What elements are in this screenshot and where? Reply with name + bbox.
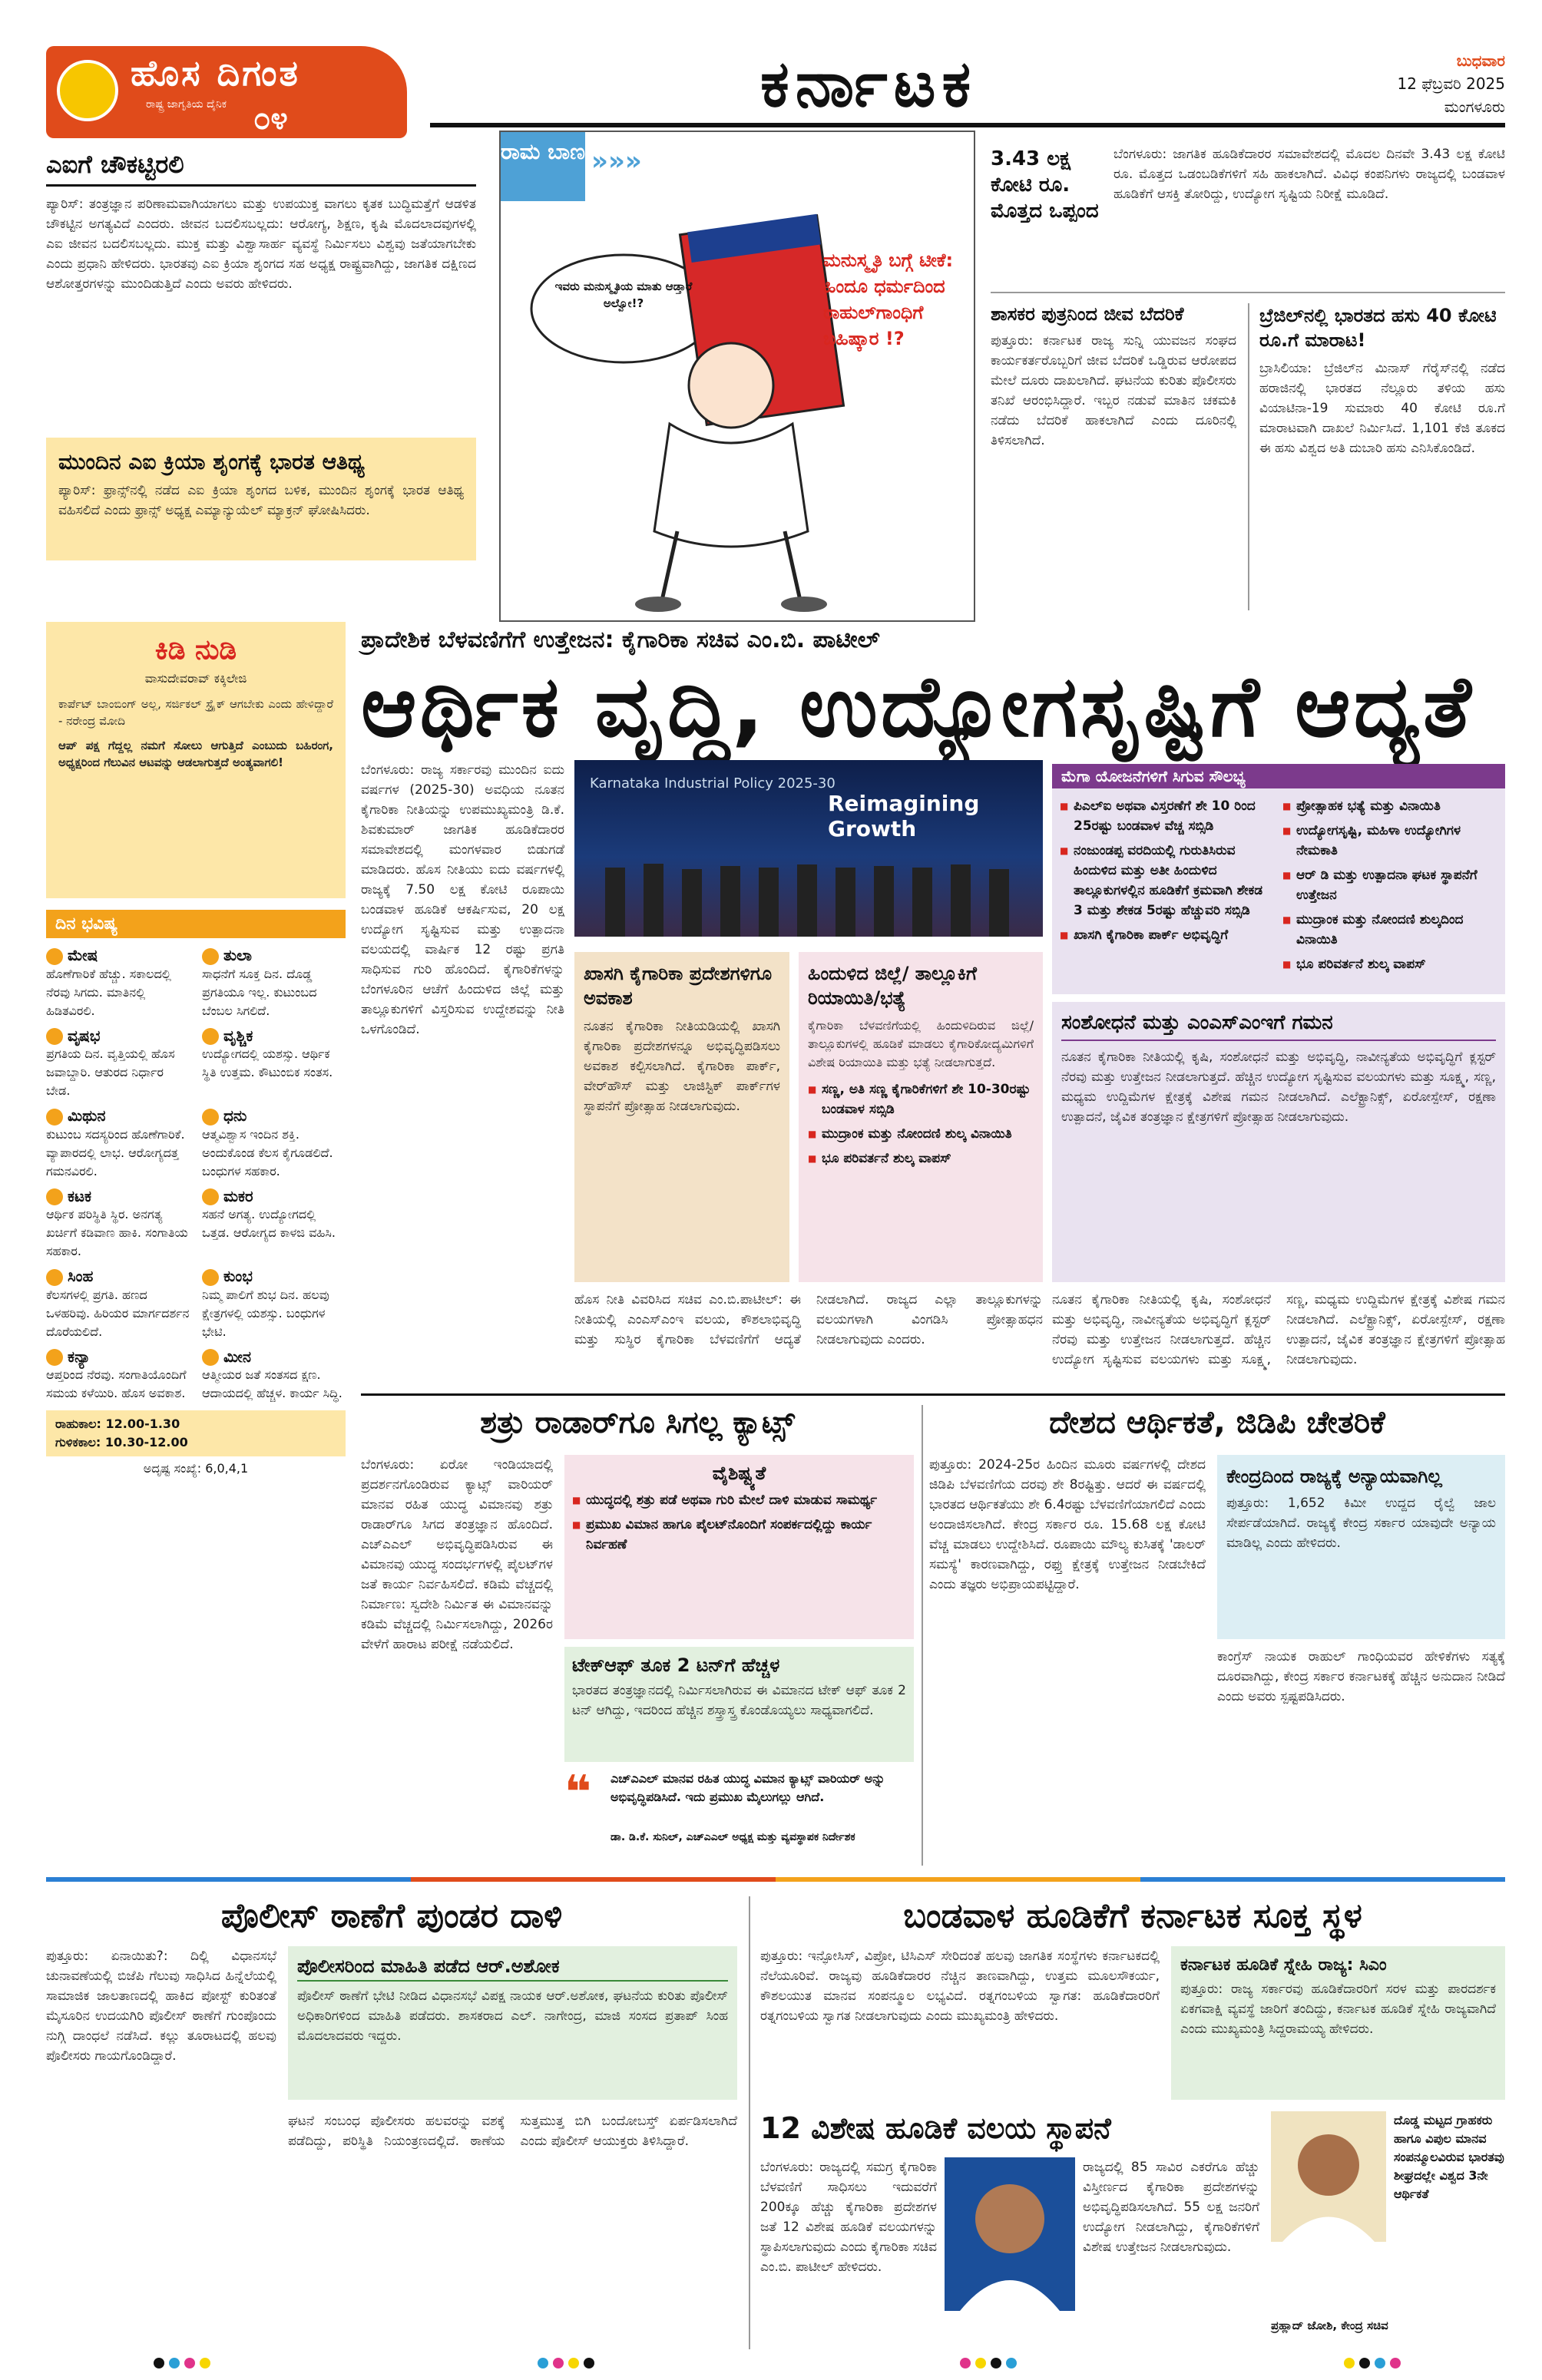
sign-name: ಕುಂಭ [202,1267,346,1286]
mla-article [991,303,1236,630]
cartoon-caption: ಮನುಸ್ಮೃತಿ ಬಗ್ಗೆ ಟೀಕೆ: ಹಿಂದೂ ಧರ್ಮದಿಂದ ರಾಹುಲ್‌ಗಾಂಧಿಗೆ ಬಹಿಷ್ಕಾರ !? [823,250,954,349]
sign-name: ತುಲಾ [202,946,346,965]
police-body: ಪುತ್ತೂರು: ಏನಾಯಿತು?: ದಿಲ್ಲಿ ವಿಧಾನಸಭೆ ಚುನಾವಣೆಯಲ್ಲಿ ಬಿಜೆಪಿ ಗೆಲುವು ಸಾಧಿಸಿದ ಹಿನ್ನೆಲೆಯಲ್ಲಿ ಸಾಮಾಜಿಕ ಜಾಲತಾಣದಲ್ಲಿ ಹಾಕಿದ ಪೋಸ್ಟ್ ಕುರಿತಂತೆ ಮೈಸೂರಿನ ಉದಯಗಿರಿ ಪೊಲೀಸ್ ಠಾಣೆಗೆ ಗುಂಪೊಂದು ನುಗ್ಗಿ ದಾಂಧಲೆ ನಡೆಸಿದೆ. ಕಲ್ಲು ತೂರಾಟದಲ್ಲಿ ಹಲವು ಪೊಲೀಸರು ಗಾಯಗೊಂಡಿದ್ದಾರೆ. [46,1949,276,2064]
mega-title: ಮೆಗಾ ಯೋಜನೆಗಳಿಗೆ ಸಿಗುವ ಸೌಲಭ್ಯ [1052,764,1505,788]
lead-headline: ಆರ್ಥಿಕ ವೃದ್ಧಿ, ಉದ್ಯೋಗಸೃಷ್ಟಿಗೆ ಆದ್ಯತೆ [361,657,1474,755]
private-title: ಖಾಸಗಿ ಕೈಗಾರಿಕಾ ಪ್ರದೇಶಗಳಿಗೂ ಅವಕಾಶ [584,963,773,1009]
registration-dots-icon [538,2357,599,2372]
sign-text: ಹೊಣೆಗಾರಿಕೆ ಹೆಚ್ಚು. ಸಕಾಲದಲ್ಲಿ ನೆರವು ಸಿಗದು. ಮಾತಿನಲ್ಲಿ ಹಿಡಿತವಿರಲಿ. [46,966,171,1018]
radar-body: ಬೆಂಗಳೂರು: ಏರೋ ಇಂಡಿಯಾದಲ್ಲಿ ಪ್ರದರ್ಶನಗೊಂಡಿರುವ ಕ್ಯಾಟ್ಸ್ ವಾರಿಯರ್ ಮಾನವ ರಹಿತ ಯುದ್ಧ ವಿಮಾನವು ಶತ್ರು ರಾಡಾರ್‌ಗೂ ಸಿಗದ ತಂತ್ರಜ್ಞಾನ ಹೊಂದಿದೆ. ಎಚ್‌ಎಎಲ್ ಅಭಿವೃದ್ಧಿಪಡಿಸಿರುವ ಈ ವಿಮಾನವು ಯುದ್ಧ ಸಂದರ್ಭಗಳಲ್ಲಿ ಪೈಲಟ್‌ಗಳ ಜತೆ ಕಾರ್ಯ ನಿರ್ವಹಿಸಲಿದೆ. ಕಡಿಮೆ ವೆಚ್ಚದಲ್ಲಿ ನಿರ್ಮಾಣ: ಸ್ವದೇಶಿ ನಿರ್ಮಿತ ಈ ವಿಮಾನವನ್ನು ಕಡಿಮೆ ವೆಚ್ಚದಲ್ಲಿ ನಿರ್ಮಿಸಲಾಗಿದ್ದು, 2026ರ ವೇಳೆಗೆ ಹಾರಾಟ ಪರೀಕ್ಷೆ ನಡೆಯಲಿದೆ. [361,1457,553,1652]
horoscope-sign [46,1187,190,1261]
registration-dots-icon [960,2357,1021,2372]
police-box [288,1946,737,2100]
research-box [1052,1002,1505,1282]
horoscope-sign [202,1106,346,1181]
zodiac-icon [202,1349,219,1366]
page-number: ೦೪ [253,101,288,137]
sign-name: ಮೀನ [202,1347,346,1367]
zones-quote-by: ಪ್ರಹ್ಲಾದ್ ಜೋಶಿ, ಕೇಂದ್ರ ಸಚಿವ [1271,2319,1388,2332]
kar-invest-box [1171,1946,1505,2100]
ai-article [46,150,476,463]
private-industry-box [574,952,789,1282]
cartoon-speech: ಇವರು ಮನುಸ್ಮೃತಿಯ ಮಾತು ಆಡ್ತಾರೆ ಅಲ್ವೋ!? [554,279,693,310]
lead-photo [574,760,1043,937]
stage-people-icon [574,852,1043,937]
kidi-nudi-box [46,622,346,898]
research-body: ನೂತನ ಕೈಗಾರಿಕಾ ನೀತಿಯಲ್ಲಿ ಕೃಷಿ, ಸಂಶೋಧನೆ ಮತ್ತು ಅಭಿವೃದ್ಧಿ, ನಾವೀನ್ಯತೆಯ ಅಭಿವೃದ್ಧಿಗೆ ಕ್ಲಸ್ಟರ್ ನೆರವು ಮತ್ತು ಉತ್ತೇಜನ ನೀಡಲಾಗುತ್ತದೆ. ಹೆಚ್ಚಿನ ಉದ್ಯೋಗ ಸೃಷ್ಟಿಸುವ ವಲಯಗಳು ಮತ್ತು ಸೂಕ್ಷ್ಮ, ಸಣ್ಣ, ಮಧ್ಯಮ ಉದ್ದಿಮೆಗಳ ಕ್ಷೇತ್ರಕ್ಕೆ ವಿಶೇಷ ಗಮನ ನೀಡಲಾಗಿದೆ. ಎಲೆಕ್ಟ್ರಾನಿಕ್ಸ್, ಏರೋಸ್ಪೇಸ್, ರಕ್ಷಣಾ ಉತ್ಪಾದನೆ, ಜೈವಿಕ ತಂತ್ರಜ್ಞಾನ ಕ್ಷೇತ್ರಗಳಿಗೆ ಪ್ರೋತ್ಸಾಹ ನೀಡಲಾಗುವುದು. [1061,1050,1496,1125]
minister-photo [945,2157,1075,2311]
features-list [572,1490,906,1555]
person-portrait-icon [945,2157,1075,2311]
ai-summit-body: ಪ್ಯಾರಿಸ್: ಫ್ರಾನ್ಸ್‌ನಲ್ಲಿ ನಡೆದ ಎಐ ಕ್ರಿಯಾ ಶೃಂಗದ ಬಳಿಕ, ಮುಂದಿನ ಶೃಂಗಕ್ಕೆ ಭಾರತ ಆತಿಥ್ಯ ವಹಿಸಲಿದೆ ಎಂದು ಫ್ರಾನ್ಸ್ ಅಧ್ಯಕ್ಷ ಎಮ್ಯಾನ್ಯುಯೆಲ್ ಮ್ಯಾಕ್ರನ್ ಘೋಷಿಸಿದರು. [58,483,464,518]
rahu-kaala: ರಾಹುಕಾಲ: 12.00-1.30 [55,1416,180,1431]
zodiac-icon [202,948,219,965]
list-item: ■ ಭೂ ಪರಿವರ್ತನೆ ಶುಲ್ಕ ವಾಪಸ್ [1282,954,1501,974]
lead-kicker: ಪ್ರಾದೇಶಿಕ ಬೆಳವಣಿಗೆಗೆ ಉತ್ತೇಜನ: ಕೈಗಾರಿಕಾ ಸಚಿವ ಎಂ.ಬಿ. ಪಾಟೀಲ್ [361,626,880,653]
brazil-body: ಬ್ರಾಸಿಲಿಯಾ: ಬ್ರೆಜಿಲ್‌ನ ಮಿನಾಸ್ ಗೆರೈಸ್‌ನಲ್ಲಿ ನಡೆದ ಹರಾಜಿನಲ್ಲಿ ಭಾರತದ ನೆಲ್ಲೂರು ತಳಿಯ ಹಸು ವಿಯಾಟಿನಾ-19 ಸುಮಾರು 40 ಕೋಟಿ ರೂ.ಗೆ ಮಾರಾಟವಾಗಿ ದಾಖಲೆ ನಿರ್ಮಿಸಿದೆ. 1,101 ಕೆಜಿ ತೂಕದ ಈ ಹಸು ವಿಶ್ವದ ಅತಿ ದುಬಾರಿ ಹಸು ಎನಿಸಿಕೊಂಡಿದೆ. [1259,361,1505,456]
person-portrait-icon [1271,2111,1386,2242]
horoscope-title: ದಿನ ಭವಿಷ್ಯ [46,910,346,938]
list-item: ■ ಭೂ ಪರಿವರ್ತನೆ ಶುಲ್ಕ ವಾಪಸ್ [808,1149,1034,1169]
photo-banner: Reimagining Growth [828,791,980,841]
day: ಬುಧವಾರ [1456,51,1505,70]
cartoon-figure-icon [501,132,977,623]
horoscope-sign [46,1267,190,1341]
zones-title: 12 ವಿಶೇಷ ಹೂಡಿಕೆ ವಲಯ ಸ್ಥಾಪನೆ [760,2111,1111,2145]
list-item: ■ ಉದ್ಯೋಗಸೃಷ್ಟಿ, ಮಹಿಳಾ ಉದ್ಯೋಗಿಗಳ ನೇಮಕಾತಿ [1282,821,1501,861]
backward-list [808,1079,1034,1169]
gdp-box [1217,1455,1505,1639]
kaala-box [46,1410,346,1456]
masthead-logo [46,46,407,138]
sign-name: ಮಕರ [202,1187,346,1206]
research-title: ಸಂಶೋಧನೆ ಮತ್ತು ಎಂಎಸ್‌ಎಂಇಗೆ ಗಮನ [1061,1011,1496,1041]
backward-box [799,952,1043,1282]
sign-text: ಕೆಲಸಗಳಲ್ಲಿ ಪ್ರಗತಿ. ಹಣದ ಒಳಹರಿವು. ಹಿರಿಯರ ಮಾರ್ಗದರ್ಶನ ದೊರೆಯಲಿದೆ. [46,1287,190,1339]
horoscope-sign [202,1187,346,1261]
zodiac-icon [202,1028,219,1045]
sign-name: ಮೇಷ [46,946,190,965]
kar-invest-title: ಬಂಡವಾಳ ಹೂಡಿಕೆಗೆ ಕರ್ನಾಟಕ ಸೂಕ್ತ ಸ್ಥಳ [903,1896,1362,1935]
takeoff-title: ಟೇಕ್‌ಆಫ್ ತೂಕ 2 ಟನ್‌ಗೆ ಹೆಚ್ಚಳ [572,1654,780,1676]
cartoon-ramabana [499,131,975,622]
zodiac-icon [46,1269,63,1286]
section-title: ಕರ್ನಾಟಕ [760,46,978,121]
zodiac-icon [46,1188,63,1205]
kidi-quote-1: ಕಾರ್ಪೆಟ್ ಬಾಂಬಿಂಗ್ ಅಲ್ಲ, ಸರ್ಜಿಕಲ್ ಸ್ಟ್ರೈಕ್ ಆಗಬೇಕು ಎಂದು ಹೇಳಿದ್ದಾರೆ - ನರೇಂದ್ರ ಮೋದಿ [58,697,333,728]
kar-invest-box-title: ಕರ್ನಾಟಕ ಹೂಡಿಕೆ ಸ್ನೇಹಿ ರಾಜ್ಯ: ಸಿಎಂ [1180,1955,1387,1975]
sign-text: ಆರ್ಥಿಕ ಪರಿಸ್ಥಿತಿ ಸ್ಥಿರ. ಅನಗತ್ಯ ಖರ್ಚಿಗೆ ಕಡಿವಾಣ ಹಾಕಿ. ಸಂಗಾತಿಯ ಸಹಕಾರ. [46,1207,188,1258]
horoscope-sign [46,946,190,1020]
photo-policy-text: Karnataka Industrial Policy 2025-30 [590,775,836,792]
takeoff-body: ಭಾರತದ ತಂತ್ರಜ್ಞಾನದಲ್ಲಿ ನಿರ್ಮಿಸಲಾಗಿರುವ ಈ ವಿಮಾನದ ಟೇಕ್ ಆಫ್ ತೂಕ 2 ಟನ್ ಆಗಿದ್ದು, ಇದರಿಂದ ಹೆಚ್ಚಿನ ಶಸ್ತ್ರಾಸ್ತ್ರ ಕೊಂಡೊಯ್ಯಲು ಸಾಧ್ಯವಾಗಲಿದೆ. [572,1683,906,1718]
sign-text: ಆಪ್ತರಿಂದ ನೆರವು. ಸಂಗಾತಿಯೊಂದಿಗೆ ಸಮಯ ಕಳೆಯಿರಿ. ಹೊಸ ಅವಕಾಶ. [46,1367,187,1400]
mega-left-list [1060,796,1275,950]
zodiac-icon [202,1109,219,1126]
radar-title: ಶತ್ರು ರಾಡಾರ್‌ಗೂ ಸಿಗಲ್ಲ ಕ್ಯಾಟ್ಸ್ [480,1405,795,1440]
sign-name: ಧನು [202,1106,346,1126]
zodiac-icon [46,948,63,965]
horoscope-sign [202,1267,346,1341]
zodiac-icon [202,1188,219,1205]
invest-body: ಬೆಂಗಳೂರು: ಜಾಗತಿಕ ಹೂಡಿಕೆದಾರರ ಸಮಾವೇಶದಲ್ಲಿ ಮೊದಲ ದಿನವೇ 3.43 ಲಕ್ಷ ಕೋಟಿ ರೂ. ಮೊತ್ತದ ಒಡಂಬಡಿಕೆಗಳಿಗೆ ಸಹಿ ಹಾಕಲಾಗಿದೆ. ವಿವಿಧ ಕಂಪನಿಗಳು ರಾಜ್ಯದಲ್ಲಿ ಬಂಡವಾಳ ಹೂಡಿಕೆಗೆ ಆಸಕ್ತಿ ತೋರಿದ್ದು, ಉದ್ಯೋಗ ಸೃಷ್ಟಿಯ ನಿರೀಕ್ಷೆ ಮೂಡಿದೆ. [1113,147,1505,202]
ramabana-label: ರಾಮ ಬಾಣ [501,132,585,201]
sign-text: ನಿಮ್ಮ ಪಾಲಿಗೆ ಶುಭ ದಿನ. ಹಲವು ಕ್ಷೇತ್ರಗಳಲ್ಲಿ ಯಶಸ್ಸು. ಬಂಧುಗಳ ಭೇಟಿ. [202,1287,329,1339]
brazil-title: ಬ್ರೆಜಿಲ್‌ನಲ್ಲಿ ಭಾರತದ ಹಸು 40 ಕೋಟಿ ರೂ.ಗೆ ಮಾರಾಟ! [1259,305,1497,351]
invest-title: 3.43 ಲಕ್ಷ ಕೋಟಿ ರೂ. ಮೊತ್ತದ ಒಪ್ಪಂದ [991,147,1099,223]
police-title: ಪೊಲೀಸ್ ಠಾಣೆಗೆ ಪುಂಡರ ದಾಳಿ [220,1896,563,1935]
list-item: ■ ಆರ್ ಡಿ ಮತ್ತು ಉತ್ಪಾದನಾ ಘಟಕ ಸ್ಥಾಪನೆಗೆ ಉತ್ತೇಜನ [1282,865,1501,905]
gdp-box-title: ಕೇಂದ್ರದಿಂದ ರಾಜ್ಯಕ್ಕೆ ಅನ್ಯಾಯವಾಗಿಲ್ಲ [1226,1466,1442,1487]
list-item: ■ ನಂಜುಂಡಪ್ಪ ವರದಿಯಲ್ಲಿ ಗುರುತಿಸಿರುವ ಹಿಂದುಳಿದ ಮತ್ತು ಅತೀ ಹಿಂದುಳಿದ ತಾಲ್ಲೂಕುಗಳಲ್ಲಿನ ಹೂಡಿಕೆಗೆ ಕ್ರಮವಾಗಿ ಶೇಕಡ 3 ಮತ್ತು ಶೇಕಡ 5ರಷ್ಟು ಹೆಚ್ಚುವರಿ ಸಬ್ಸಿಡಿ [1060,841,1275,921]
list-item: ■ ಖಾಸಗಿ ಕೈಗಾರಿಕಾ ಪಾರ್ಕ್ ಅಭಿವೃದ್ಧಿಗೆ [1060,925,1275,945]
sign-text: ಸಾಧನೆಗೆ ಸೂಕ್ತ ದಿನ. ದೊಡ್ಡ ಪ್ರಗತಿಯೂ ಇಲ್ಲ. ಕುಟುಂಬದ ಬೆಂಬಲ ಸಿಗಲಿದೆ. [202,966,317,1018]
quote-mark-icon: ❝ [564,1766,592,1820]
police-box-title: ಪೊಲೀಸರಿಂದ ಮಾಹಿತಿ ಪಡೆದ ಆರ್.ಅಶೋಕ [297,1955,728,1982]
horoscope-sign [202,1347,346,1403]
zodiac-icon [202,1269,219,1286]
sign-name: ಕನ್ಯಾ [46,1347,190,1367]
list-item: ■ ಪ್ರಮುಖ ವಿಮಾನ ಹಾಗೂ ಪೈಲಟ್‌ನೊಂದಿಗೆ ಸಂಪರ್ಕದಲ್ಲಿದ್ದು ಕಾರ್ಯ ನಿರ್ವಹಣೆ [572,1515,906,1555]
masthead-rule [430,123,1505,127]
gulika-kaala: ಗುಳಿಕಕಾಲ: 10.30-12.00 [55,1435,188,1449]
gdp-box-body: ಪುತ್ತೂರು: 1,652 ಕಿಮೀ ಉದ್ದದ ರೈಲ್ವೆ ಜಾಲ ಸೇರ್ಪಡೆಯಾಗಿದೆ. ರಾಜ್ಯಕ್ಕೆ ಕೇಂದ್ರ ಸರ್ಕಾರ ಯಾವುದೇ ಅನ್ಯಾಯ ಮಾಡಿಲ್ಲ ಎಂದು ಹೇಳಿದರು. [1226,1496,1496,1551]
police-body-2: ಘಟನೆ ಸಂಬಂಧ ಪೊಲೀಸರು ಹಲವರನ್ನು ವಶಕ್ಕೆ ಪಡೆದಿದ್ದು, ಪರಿಸ್ಥಿತಿ ನಿಯಂತ್ರಣದಲ್ಲಿದೆ. ಠಾಣೆಯ ಸುತ್ತಮುತ್ತ ಬಿಗಿ ಬಂದೋಬಸ್ತ್ ಏರ್ಪಡಿಸಲಾಗಿದೆ ಎಂದು ಪೊಲೀಸ್ ಆಯುಕ್ತರು ತಿಳಿಸಿದ್ದಾರೆ. [288,2114,737,2149]
city: ಮಂಗಳೂರು [1444,98,1505,116]
zones-body: ಬೆಂಗಳೂರು: ರಾಜ್ಯದಲ್ಲಿ ಸಮಗ್ರ ಕೈಗಾರಿಕಾ ಬೆಳವಣಿಗೆ ಸಾಧಿಸಲು ಇದುವರೆಗೆ 200ಕ್ಕೂ ಹೆಚ್ಚು ಕೈಗಾರಿಕಾ ಪ್ರದೇಶಗಳ ಜತೆ 12 ವಿಶೇಷ ಹೂಡಿಕೆ ವಲಯಗಳನ್ನು ಸ್ಥಾಪಿಸಲಾಗುವುದು ಎಂದು ಕೈಗಾರಿಕಾ ಸಚಿವ ಎಂ.ಬಿ. ಪಾಟೀಲ್ ಹೇಳಿದರು. [760,2160,937,2275]
mla-title: ಶಾಸಕರ ಪುತ್ರನಿಂದ ಜೀವ ಬೆದರಿಕೆ [991,303,1184,325]
zones-body-2: ರಾಜ್ಯದಲ್ಲಿ 85 ಸಾವಿರ ಎಕರೆಗೂ ಹೆಚ್ಚು ವಿಸ್ತೀರ್ಣದ ಕೈಗಾರಿಕಾ ಪ್ರದೇಶಗಳನ್ನು ಅಭಿವೃದ್ಧಿಪಡಿಸಲಾಗಿದೆ. 55 ಲಕ್ಷ ಜನರಿಗೆ ಉದ್ಯೋಗ ನೀಡಲಾಗಿದ್ದು, ಕೈಗಾರಿಕೆಗಳಿಗೆ ವಿಶೇಷ ಉತ್ತೇಜನ ನೀಡಲಾಗುವುದು. [1083,2160,1259,2255]
ai-summit-title: ಮುಂದಿನ ಎಐ ಕ್ರಿಯಾ ಶೃಂಗಕ್ಕೆ ಭಾರತ ಆತಿಥ್ಯ [58,449,365,474]
backward-title: ಹಿಂದುಳಿದ ಜಿಲ್ಲೆ/ ತಾಲ್ಲೂಕಿಗೆ ರಿಯಾಯಿತಿ/ಭತ್ಯೆ [808,963,977,1009]
gdp-title: ದೇಶದ ಆರ್ಥಿಕತೆ, ಜಿಡಿಪಿ ಚೇತರಿಕೆ [1049,1405,1385,1440]
takeoff-box [564,1647,914,1762]
zodiac-icon [46,1349,63,1366]
sign-text: ಆತ್ಮವಿಶ್ವಾಸ ಇಂದಿನ ಶಕ್ತಿ. ಅಂದುಕೊಂಡ ಕೆಲಸ ಕೈಗೂಡಲಿದೆ. ಬಂಧುಗಳ ಸಹಕಾರ. [202,1126,333,1178]
gdp-body: ಪುತ್ತೂರು: 2024-25ರ ಹಿಂದಿನ ಮೂರು ವರ್ಷಗಳಲ್ಲಿ ದೇಶದ ಜಿಡಿಪಿ ಬೆಳವಣಿಗೆಯ ದರವು ಶೇ 8ರಷ್ಟಿತ್ತು. ಆದರೆ ಈ ವರ್ಷದಲ್ಲಿ ಭಾರತದ ಆರ್ಥಿಕತೆಯು ಶೇ 6.4ರಷ್ಟು ಬೆಳವಣಿಗೆಯಾಗಲಿದೆ ಎಂದು ಅಂದಾಜಿಸಲಾಗಿದೆ. ಕೇಂದ್ರ ಸರ್ಕಾರ ರೂ. 15.68 ಲಕ್ಷ ಕೋಟಿ ವೆಚ್ಚ ಮಾಡಲು ಉದ್ದೇಶಿಸಿದೆ. ರೂಪಾಯಿ ಮೌಲ್ಯ ಕುಸಿತಕ್ಕೆ 'ಡಾಲರ್ ಸಮಸ್ಯೆ' ಕಾರಣವಾಗಿದ್ದು, ರಫ್ತು ಕ್ಷೇತ್ರಕ್ಕೆ ಉತ್ತೇಜನ ನೀಡಬೇಕಿದೆ ಎಂದು ತಜ್ಞರು ಅಭಿಪ್ರಾಯಪಟ್ಟಿದ್ದಾರೆ. [929,1457,1206,1592]
date-block [1305,49,1505,118]
sign-text: ಕುಟುಂಬ ಸದಸ್ಯರಿಂದ ಹೊಣೆಗಾರಿಕೆ. ವ್ಯಾಪಾರದಲ್ಲಿ ಲಾಭ. ಆರೋಗ್ಯದತ್ತ ಗಮನವಿರಲಿ. [46,1126,185,1178]
list-item: ■ ಮುದ್ರಾಂಕ ಮತ್ತು ನೋಂದಣಿ ಶುಲ್ಕದಿಂದ ವಿನಾಯಿತಿ [1282,910,1501,950]
radar-quote [564,1766,914,1831]
zones-quote: ದೊಡ್ಡ ಮಟ್ಟದ ಗ್ರಾಹಕರು ಹಾಗೂ ವಿಪುಲ ಮಾನವ ಸಂಪನ್ಮೂಲವಿರುವ ಭಾರತವು ಶೀಘ್ರದಲ್ಲೇ ವಿಶ್ವದ 3ನೇ ಆರ್ಥಿಕತೆ [1394,2113,1504,2201]
list-item: ■ ಪ್ರೋತ್ಸಾಹಕ ಭತ್ಯೆ ಮತ್ತು ವಿನಾಯಿತಿ [1282,796,1501,816]
horoscope-sign [46,1026,190,1101]
paper-tagline: ರಾಷ್ಟ್ರ ಜಾಗೃತಿಯ ದೈನಿಕ [146,98,227,111]
zodiac-icon [46,1109,63,1126]
sign-text: ಸಹನೆ ಅಗತ್ಯ. ಉದ್ಯೋಗದಲ್ಲಿ ಒತ್ತಡ. ಆರೋಗ್ಯದ ಕಾಳಜಿ ವಹಿಸಿ. [202,1207,336,1240]
list-item: ■ ಸಣ್ಣ, ಅತಿ ಸಣ್ಣ ಕೈಗಾರಿಕೆಗಳಿಗೆ ಶೇ 10-30ರಷ್ಟು ಬಂಡವಾಳ ಸಬ್ಸಿಡಿ [808,1079,1034,1119]
sign-name: ಮಿಥುನ [46,1106,190,1126]
list-item: ■ ಮುದ್ರಾಂಕ ಮತ್ತು ನೋಂದಣಿ ಶುಲ್ಕ ವಿನಾಯಿತಿ [808,1124,1034,1144]
mla-body: ಪುತ್ತೂರು: ಕರ್ನಾಟಕ ರಾಜ್ಯ ಸುನ್ನಿ ಯುವಜನ ಸಂಘದ ಕಾರ್ಯಕರ್ತರೊಬ್ಬರಿಗೆ ಜೀವ ಬೆದರಿಕೆ ಒಡ್ಡಿರುವ ಆರೋಪದ ಮೇಲೆ ದೂರು ದಾಖಲಾಗಿದೆ. ಘಟನೆಯ ಕುರಿತು ಪೊಲೀಸರು ತನಿಖೆ ಆರಂಭಿಸಿದ್ದಾರೆ. ಇಬ್ಬರ ನಡುವೆ ಮಾತಿನ ಚಕಮಕಿ ನಡೆದು ಬೆದರಿಕೆ ಹಾಕಲಾಗಿದೆ ಎಂದು ದೂರಿನಲ್ಲಿ ತಿಳಿಸಲಾಗಿದೆ. [991,333,1236,448]
kidi-quote-2: ಆಪ್ ಪಕ್ಷ ಗೆದ್ದಲ್ಲ ನಮಗೆ ಸೋಲು ಆಗುತ್ತಿದೆ ಎಂಬುದು ಬಹಿರಂಗ, ಅಧ್ಯಕ್ಷರಿಂದ ಗೆಲುವಿನ ಆಟವನ್ನು ಆಡಲಾಗುತ್ತದೆ ಅಂತ್ಯವಾಗಲಿ! [58,739,333,769]
sign-text: ಪ್ರಗತಿಯ ದಿನ. ವೃತ್ತಿಯಲ್ಲಿ ಹೊಸ ಜವಾಬ್ದಾರಿ. ಆತುರದ ನಿರ್ಧಾರ ಬೇಡ. [46,1046,175,1098]
list-item: ■ ಪಿಎಲ್‌ಐ ಅಥವಾ ವಿಸ್ತರಣೆಗೆ ಶೇ 10 ರಿಂದ 25ರಷ್ಟು ಬಂಡವಾಳ ವೆಚ್ಚ ಸಬ್ಸಿಡಿ [1060,796,1275,836]
horoscope [46,910,346,1476]
registration-dots-icon [1344,2357,1405,2372]
lotus-logo-icon [57,60,118,121]
invest-article [991,138,1505,284]
horoscope-sign [202,1026,346,1101]
private-body: ನೂತನ ಕೈಗಾರಿಕಾ ನೀತಿಯಡಿಯಲ್ಲಿ ಖಾಸಗಿ ಕೈಗಾರಿಕಾ ಪ್ರದೇಶಗಳನ್ನೂ ಅಭಿವೃದ್ಧಿಪಡಿಸಲು ಅವಕಾಶ ಕಲ್ಪಿಸಲಾಗಿದೆ. ಕೈಗಾರಿಕಾ ಪಾರ್ಕ್, ವೇರ್‌ಹೌಸ್ ಮತ್ತು ಲಾಜಿಸ್ಟಿಕ್ ಪಾರ್ಕ್‌ಗಳ ಸ್ಥಾಪನೆಗೆ ಪ್ರೋತ್ಸಾಹ ನೀಡಲಾಗುವುದು. [584,1019,780,1114]
sign-name: ವೃಶ್ಚಿಕ [202,1026,346,1046]
sign-text: ಆತ್ಮೀಯರ ಜತೆ ಸಂತಸದ ಕ್ಷಣ. ಆದಾಯದಲ್ಲಿ ಹೆಚ್ಚಳ. ಕಾರ್ಯ ಸಿದ್ಧಿ. [202,1367,342,1400]
ai-summit-box [46,438,476,560]
lead-body: ಬೆಂಗಳೂರು: ರಾಜ್ಯ ಸರ್ಕಾರವು ಮುಂದಿನ ಐದು ವರ್ಷಗಳ (2025-30) ಅವಧಿಯ ನೂತನ ಕೈಗಾರಿಕಾ ನೀತಿಯನ್ನು ಉಪಮುಖ್ಯಮಂತ್ರಿ ಡಿ.ಕೆ. ಶಿವಕುಮಾರ್ ಜಾಗತಿಕ ಹೂಡಿಕೆದಾರರ ಸಮಾವೇಶದಲ್ಲಿ ಮಂಗಳವಾರ ಬಿಡುಗಡೆ ಮಾಡಿದರು. ಹೊಸ ನೀತಿಯು ಐದು ವರ್ಷಗಳಲ್ಲಿ ರಾಜ್ಯಕ್ಕೆ 7.50 ಲಕ್ಷ ಕೋಟಿ ರೂಪಾಯಿ ಬಂಡವಾಳ ಹೂಡಿಕೆ ಆಕರ್ಷಿಸುವ, 20 ಲಕ್ಷ ಉದ್ಯೋಗ ಸೃಷ್ಟಿಸುವ ಮತ್ತು ಉತ್ಪಾದನಾ ವಲಯದಲ್ಲಿ ವಾರ್ಷಿಕ 12 ರಷ್ಟು ಪ್ರಗತಿ ಸಾಧಿಸುವ ಗುರಿ ಹೊಂದಿದೆ. ಕೈಗಾರಿಕೆಗಳನ್ನು ಬೆಂಗಳೂರಿನ ಆಚೆಗೆ ಹಿಂದುಳಿದ ಜಿಲ್ಲೆ ಮತ್ತು ತಾಲ್ಲೂಕುಗಳಿಗೆ ವಿಸ್ತರಿಸುವ ಉದ್ದೇಶವನ್ನು ನೀತಿ ಒಳಗೊಂಡಿದೆ. [361,762,564,1037]
radar-quote-text: ಎಚ್‌ಎಎಲ್ ಮಾನವ ರಹಿತ ಯುದ್ಧ ವಿಮಾನ ಕ್ಯಾಟ್ಸ್ ವಾರಿಯರ್ ಅನ್ನು ಅಭಿವೃದ್ಧಿಪಡಿಸಿದೆ. ಇದು ಪ್ರಮುಖ ಮೈಲುಗಲ್ಲು ಆಗಿದೆ. [611,1771,885,1804]
paper-name: ಹೊಸ ದಿಗಂತ [131,52,300,94]
mega-schemes-box [1052,764,1505,994]
horoscope-sign [46,1347,190,1403]
lead-body-2: ಹೊಸ ನೀತಿ ವಿವರಿಸಿದ ಸಚಿವ ಎಂ.ಬಿ.ಪಾಟೀಲ್: ಈ ನೀತಿಯಲ್ಲಿ ಎಂಎಸ್‌ಎಂಇ ವಲಯ, ಕೌಶಲಾಭಿವೃದ್ಧಿ ಮತ್ತು ಸುಸ್ಥಿರ ಕೈಗಾರಿಕಾ ಬೆಳವಣಿಗೆಗೆ ಆದ್ಯತೆ ನೀಡಲಾಗಿದೆ. ರಾಜ್ಯದ ಎಲ್ಲಾ ತಾಲ್ಲೂಕುಗಳನ್ನು ವಲಯಗಳಾಗಿ ವಿಂಗಡಿಸಿ ಪ್ರೋತ್ಸಾಹಧನ ನೀಡಲಾಗುವುದು ಎಂದರು. [574,1292,1043,1347]
radar-quote-by: ಡಾ. ಡಿ.ಕೆ. ಸುನಿಲ್, ಎಚ್‌ಎಎಲ್ ಅಧ್ಯಕ್ಷ ಮತ್ತು ವ್ಯವಸ್ಥಾಪಕ ನಿರ್ದೇಶಕ [611,1831,855,1843]
horoscope-grid [46,946,346,1403]
horoscope-sign [46,1106,190,1181]
horoscope-sign [202,946,346,1020]
zodiac-icon [46,1028,63,1045]
kar-invest-box-body: ಪುತ್ತೂರು: ರಾಜ್ಯ ಸರ್ಕಾರವು ಹೂಡಿಕೆದಾರರಿಗೆ ಸರಳ ಮತ್ತು ಪಾರದರ್ಶಕ ಏಕಗವಾಕ್ಷಿ ವ್ಯವಸ್ಥೆ ಜಾರಿಗೆ ತಂದಿದ್ದು, ಕರ್ನಾಟಕ ಹೂಡಿಕೆ ಸ್ನೇಹಿ ರಾಜ್ಯವಾಗಿದೆ ಎಂದು ಮುಖ್ಯಮಂತ್ರಿ ಸಿದ್ದರಾಮಯ್ಯ ಹೇಳಿದರು. [1180,1982,1496,2037]
mega-right-list [1282,796,1501,979]
sign-text: ಉದ್ಯೋಗದಲ್ಲಿ ಯಶಸ್ಸು. ಆರ್ಥಿಕ ಸ್ಥಿತಿ ಉತ್ತಮ. ಕೌಟುಂಬಿಕ ಸಂತಸ. [202,1046,333,1079]
ai-title: ಎಐಗೆ ಚೌಕಟ್ಟಿರಲಿ [46,150,476,187]
backward-body: ಕೈಗಾರಿಕಾ ಬೆಳವಣಿಗೆಯಲ್ಲಿ ಹಿಂದುಳಿದಿರುವ ಜಿಲ್ಲೆ/ತಾಲ್ಲೂಕುಗಳಲ್ಲಿ ಹೂಡಿಕೆ ಮಾಡಲು ಕೈಗಾರಿಕೋದ್ಯಮಿಗಳಿಗೆ ವಿಶೇಷ ರಿಯಾಯಿತಿ ಮತ್ತು ಭತ್ಯೆ ನೀಡಲಾಗುತ್ತದೆ. [808,1018,1034,1069]
kidi-author: ವಾಸುದೇವರಾವ್ ಕಕ್ಕಿಲೇಜಿ [144,671,247,686]
features-title: ವೈಶಿಷ್ಟ್ಯತೆ [712,1463,766,1484]
kar-invest-body: ಪುತ್ತೂರು: ಇನ್ಫೋಸಿಸ್, ವಿಪ್ರೋ, ಟಿಸಿಎಸ್ ಸೇರಿದಂತೆ ಹಲವು ಜಾಗತಿಕ ಸಂಸ್ಥೆಗಳು ಕರ್ನಾಟಕದಲ್ಲಿ ನೆಲೆಯೂರಿವೆ. ರಾಜ್ಯವು ಹೂಡಿಕೆದಾರರ ನೆಚ್ಚಿನ ತಾಣವಾಗಿದ್ದು, ಉತ್ತಮ ಮೂಲಸೌಕರ್ಯ, ಕೌಶಲಯುತ ಮಾನವ ಸಂಪನ್ಮೂಲ ಲಭ್ಯವಿದೆ. ರತ್ನಗಂಬಳಿಯ ಸ್ವಾಗತ: ಹೂಡಿಕೆದಾರರಿಗೆ ರತ್ನಗಂಬಳಿಯ ಸ್ವಾಗತ ನೀಡಲಾಗುವುದು ಎಂದು ಮುಖ್ಯಮಂತ್ರಿ ಹೇಳಿದರು. [760,1949,1160,2024]
sign-name: ಸಿಂಹ [46,1267,190,1286]
ai-body: ಪ್ಯಾರಿಸ್: ತಂತ್ರಜ್ಞಾನ ಪರಿಣಾಮವಾಗಿಯಾಗಲು ಮತ್ತು ಉಪಯುಕ್ತ ವಾಗಲು ಕೃತಕ ಬುದ್ಧಿಮತ್ತೆಗೆ ಆಡಳಿತ ಚೌಕಟ್ಟಿನ ಅಗತ್ಯವಿದೆ ಎಂದರು. ಜೀವನ ಬದಲಿಸಬಲ್ಲದು: ಆರೋಗ್ಯ, ಶಿಕ್ಷಣ, ಕೃಷಿ ಮೊದಲಾದವುಗಳಲ್ಲಿ ಎಐ ಜೀವನ ಬದಲಿಸಬಲ್ಲದು. ಮುಕ್ತ ಮತ್ತು ವಿಶ್ವಾಸಾರ್ಹ ವ್ಯವಸ್ಥೆ ನಿರ್ಮಿಸಲು ವಿಶ್ವವು ಜತೆಯಾಗಬೇಕು ಎಂದು ಪ್ರಧಾನಿ ಹೇಳಿದರು. ಭಾರತವು ಎಐ ಕ್ರಿಯಾ ಶೃಂಗದ ಸಹ ಅಧ್ಯಕ್ಷ ರಾಷ್ಟ್ರವಾಗಿದ್ದು, ಜಾಗತಿಕ ದಕ್ಷಿಣದ ಆಶೋತ್ತರಗಳನ್ನು ಮುಂದಿಡುತ್ತಿದೆ ಎಂದು ಅವರು ಹೇಳಿದರು. [46,197,476,292]
sign-name: ಕಟಕ [46,1187,190,1206]
joshi-photo [1271,2111,1386,2242]
arrows-icon: »»» [591,146,642,177]
sign-name: ವೃಷಭ [46,1026,190,1046]
research-body-2: ನೂತನ ಕೈಗಾರಿಕಾ ನೀತಿಯಲ್ಲಿ ಕೃಷಿ, ಸಂಶೋಧನೆ ಮತ್ತು ಅಭಿವೃದ್ಧಿ, ನಾವೀನ್ಯತೆಯ ಅಭಿವೃದ್ಧಿಗೆ ಕ್ಲಸ್ಟರ್ ನೆರವು ಮತ್ತು ಉತ್ತೇಜನ ನೀಡಲಾಗುತ್ತದೆ. ಹೆಚ್ಚಿನ ಉದ್ಯೋಗ ಸೃಷ್ಟಿಸುವ ವಲಯಗಳು ಮತ್ತು ಸೂಕ್ಷ್ಮ, ಸಣ್ಣ, ಮಧ್ಯಮ ಉದ್ದಿಮೆಗಳ ಕ್ಷೇತ್ರಕ್ಕೆ ವಿಶೇಷ ಗಮನ ನೀಡಲಾಗಿದೆ. ಎಲೆಕ್ಟ್ರಾನಿಕ್ಸ್, ಏರೋಸ್ಪೇಸ್, ರಕ್ಷಣಾ ಉತ್ಪಾದನೆ, ಜೈವಿಕ ತಂತ್ರಜ್ಞಾನ ಕ್ಷೇತ್ರಗಳಿಗೆ ಪ್ರೋತ್ಸಾಹ ನೀಡಲಾಗುವುದು. [1052,1292,1505,1367]
list-item: ■ ಯುದ್ಧದಲ್ಲಿ ಶತ್ರು ಪಡೆ ಅಥವಾ ಗುರಿ ಮೇಲೆ ದಾಳಿ ಮಾಡುವ ಸಾಮರ್ಥ್ಯ [572,1490,906,1510]
gdp-body-2: ಕಾಂಗ್ರೆಸ್ ನಾಯಕ ರಾಹುಲ್ ಗಾಂಧಿಯವರ ಹೇಳಿಕೆಗಳು ಸತ್ಯಕ್ಕೆ ದೂರವಾಗಿದ್ದು, ಕೇಂದ್ರ ಸರ್ಕಾರ ಕರ್ನಾಟಕಕ್ಕೆ ಹೆಚ್ಚಿನ ಅನುದಾನ ನೀಡಿದೆ ಎಂದು ಅವರು ಸ್ಪಷ್ಟಪಡಿಸಿದರು. [1217,1649,1505,1704]
police-box-body: ಪೊಲೀಸ್ ಠಾಣೆಗೆ ಭೇಟಿ ನೀಡಿದ ವಿಧಾನಸಭೆ ವಿಪಕ್ಷ ನಾಯಕ ಆರ್.ಅಶೋಕ, ಘಟನೆಯ ಕುರಿತು ಪೊಲೀಸ್ ಅಧಿಕಾರಿಗಳಿಂದ ಮಾಹಿತಿ ಪಡೆದರು. ಶಾಸಕರಾದ ಎಲ್. ನಾಗೇಂದ್ರ, ಮಾಜಿ ಸಂಸದ ಪ್ರತಾಪ್ ಸಿಂಹ ಮೊದಲಾದವರು ಇದ್ದರು. [297,1988,728,2044]
date: 12 ಫೆಬ್ರವರಿ 2025 [1397,74,1505,93]
radar-features-box [564,1455,914,1639]
brazil-article [1259,303,1505,620]
registration-dots-icon [154,2357,215,2372]
kidi-title: ಕಿಡಿ ನುಡಿ [154,634,237,666]
colour-band [46,1877,1505,1882]
lucky-number: ಅದೃಷ್ಟ ಸಂಖ್ಯೆ: 6,0,4,1 [143,1461,249,1476]
